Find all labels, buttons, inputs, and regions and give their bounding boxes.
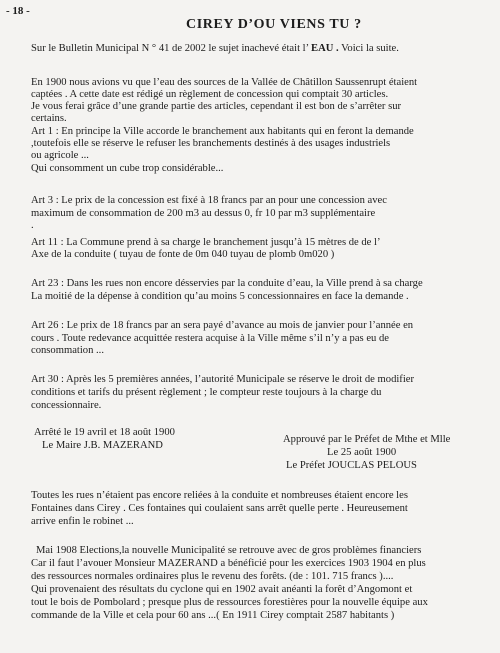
- paragraph-1-line: captées . A cette date est rédigé un règlement de concession qui comptait 30 articles.: [31, 89, 389, 100]
- paragraph-3-line: Qui provenaient des résultats du cyclone qui en 1902 avait anéanti la forêt d’Angomont et: [31, 584, 413, 595]
- article-26-line: Art 26 : Le prix de 18 francs par an sera payé d’avance au mois de janvier pour l’année en: [31, 320, 414, 331]
- article-1-line: ou agricole ...: [31, 150, 89, 161]
- paragraph-3-line: commande de la Ville et cela pour 60 ans ...( En 1911 Cirey comptait 2587 habitants ): [31, 610, 395, 621]
- article-30-line: Art 30 : Après les 5 premières années, l’autorité Municipale se réserve le droit de modifier: [31, 374, 415, 385]
- article-23-line: La moitié de la dépense à condition qu’au moins 5 concessionnaires en face la demande .: [31, 291, 409, 302]
- article-1-line: Art 1 : En principe la Ville accorde le branchement aux habitants qui en feront la demande: [31, 126, 414, 137]
- paragraph-3-line: Car il faut l’avouer Monsieur MAZERAND a bénéficié pour les exercices 1903 1904 en plus: [31, 558, 426, 569]
- paragraph-1-line: certains.: [31, 113, 67, 124]
- intro-line: [31, 43, 399, 55]
- article-1-line: ,toutefois elle se réserve le refuser les branchements destinés à des usages industriels: [31, 138, 391, 149]
- page-title: CIREY D’OU VIENS TU ?: [186, 17, 362, 32]
- intro-bold-eau: EAU .: [311, 43, 339, 54]
- paragraph-2-line: Toutes les rues n’étaient pas encore reliées à la conduite et nombreuses étaient encore les: [31, 490, 408, 501]
- article-11-line: Axe de la conduite ( tuyau de fonte de 0m 040 tuyau de plomb 0m020 ): [31, 249, 335, 260]
- article-3-line: Art 3 : Le prix de la concession est fixé à 18 francs par an pour une concession avec: [31, 195, 387, 206]
- article-23-line: Art 23 : Dans les rues non encore désservies par la conduite d’eau, la Ville prend à sa charge: [31, 278, 423, 289]
- article-11-line: Art 11 : La Commune prend à sa charge le branchement jusqu’à 15 mètres de de l’: [31, 237, 381, 248]
- article-26-line: consommation ...: [31, 345, 104, 356]
- signature-left-line: Le Maire J.B. MAZERAND: [42, 440, 163, 451]
- paragraph-2-line: arrive enfin le robinet ...: [31, 516, 134, 527]
- signature-right-line: Le 25 août 1900: [327, 447, 397, 458]
- paragraph-3-line: des ressources normales ordinaires plus le revenu des forêts. (de : 101. 715 francs )....: [31, 571, 394, 582]
- article-30-line: conditions et tarifs du présent règlement ; le compteur reste toujours à la charge du: [31, 387, 382, 398]
- signature-left-line: Arrêté le 19 avril et 18 août 1900: [34, 427, 175, 438]
- article-3-line: maximum de consommation de 200 m3 au dessus 0, fr 10 par m3 supplémentaire: [31, 208, 376, 219]
- article-1-line: Qui consomment un cube trop considérable...: [31, 163, 224, 174]
- paragraph-3-line: Mai 1908 Elections,la nouvelle Municipalité se retrouve avec de gros problèmes financiers: [36, 545, 422, 556]
- article-26-line: cours . Toute redevance acquittée restera acquise à la Ville même s’il n’y a pas eu de: [31, 333, 389, 344]
- paragraph-1-line: Je vous ferai grâce d’une grande partie des articles, cependant il est bon de s’arrêter sur: [31, 101, 402, 112]
- signature-right-line: Approuvé par le Préfet de Mthe et Mlle: [283, 434, 451, 445]
- article-3-line: .: [31, 220, 34, 231]
- paragraph-2-line: Fontaines dans Cirey . Ces fontaines qui coulaient sans arrêt quelle perte . Heureusement: [31, 503, 408, 514]
- signature-right-line: Le Préfet JOUCLAS PELOUS: [286, 460, 417, 471]
- intro-after: Voici la suite.: [338, 43, 399, 54]
- article-30-line: concessionnaire.: [31, 400, 102, 411]
- paragraph-3-line: tout le bois de Pombolard ; presque plus de ressources forestières pour la nouvelle équipe aux: [31, 597, 428, 608]
- intro-before: Sur le Bulletin Municipal N ° 41 de 2002 le sujet inachevé était l’: [31, 43, 311, 54]
- page-number: - 18 -: [6, 5, 30, 17]
- paragraph-1-line: En 1900 nous avions vu que l’eau des sources de la Vallée de Châtillon Saussenrupt étaient: [31, 77, 418, 88]
